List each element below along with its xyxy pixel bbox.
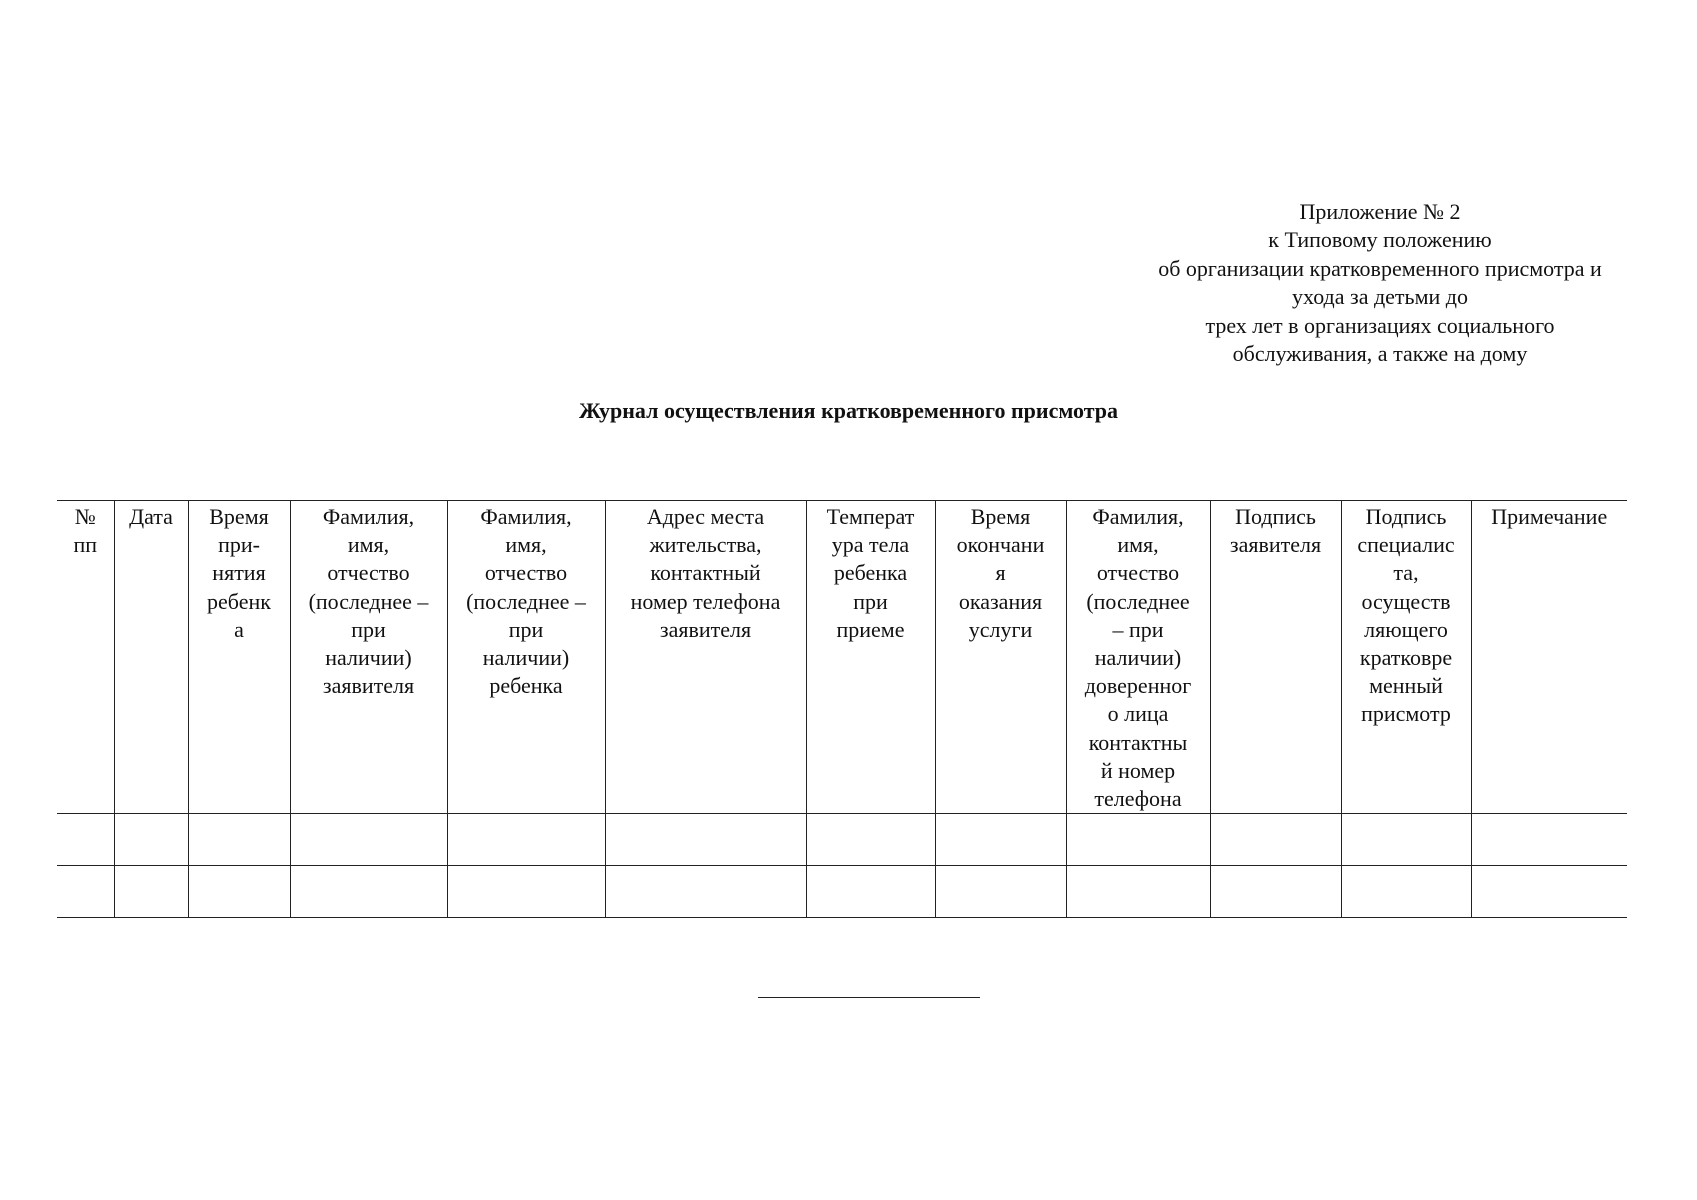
appendix-line-5: трех лет в организациях социального <box>1205 312 1555 338</box>
column-header-text: № пп <box>73 504 98 558</box>
appendix-header <box>1110 198 1650 368</box>
signature-line <box>758 997 980 998</box>
table-cell <box>1471 814 1627 866</box>
column-header <box>114 501 188 814</box>
column-header <box>935 501 1066 814</box>
document-title: Журнал осуществления кратковременного присмотра <box>578 398 1119 423</box>
column-header-text: Адрес места жительства, контактный номер телефона заявителя <box>630 504 781 642</box>
column-header-text: Температ ура тела ребенка при приеме <box>826 504 915 642</box>
column-header <box>1066 501 1210 814</box>
column-header-text: Фамилия, имя, отчество (последнее – при наличии) ребенка <box>466 504 586 699</box>
table-cell <box>605 866 806 918</box>
appendix-line-1: Приложение № 2 <box>1299 199 1461 224</box>
table-cell <box>935 814 1066 866</box>
column-header-text: Фамилия, имя, отчество (последнее – при наличии) доверенног о лица контактны й номер телефона <box>1084 504 1192 812</box>
table-cell <box>114 866 188 918</box>
table-cell <box>447 866 605 918</box>
appendix-line-6: обслуживания, а также на дому <box>1232 341 1528 367</box>
column-header <box>447 501 605 814</box>
column-header-text: Подпись заявителя <box>1229 504 1322 558</box>
table-header-row <box>57 501 1627 814</box>
table-cell <box>806 866 935 918</box>
column-header-text: Фамилия, имя, отчество (последнее – при наличии) заявителя <box>308 504 429 699</box>
table-cell <box>1066 866 1210 918</box>
table-cell <box>1341 866 1471 918</box>
column-header <box>188 501 290 814</box>
appendix-line-3: об организации кратковременного присмотра и <box>1158 255 1602 281</box>
column-header-text: Время окончани я оказания услуги <box>956 504 1045 642</box>
table-cell <box>447 814 605 866</box>
table-row <box>57 814 1627 866</box>
table-cell <box>188 866 290 918</box>
table-cell <box>114 814 188 866</box>
table-cell <box>290 866 447 918</box>
table-row <box>57 866 1627 918</box>
table-cell <box>188 814 290 866</box>
table-cell <box>806 814 935 866</box>
journal-table <box>57 500 1627 918</box>
column-header-text: Время при- нятия ребенк а <box>207 504 271 642</box>
table-cell <box>1471 866 1627 918</box>
table-cell <box>1210 814 1341 866</box>
appendix-line-2: к Типовому положению <box>1268 227 1492 253</box>
column-header <box>1341 501 1471 814</box>
column-header-text: Дата <box>129 504 173 529</box>
table-cell <box>1066 814 1210 866</box>
appendix-line-4: ухода за детьми до <box>1292 284 1468 310</box>
column-header <box>806 501 935 814</box>
column-header <box>1210 501 1341 814</box>
table-cell <box>935 866 1066 918</box>
column-header-text: Примечание <box>1491 504 1608 529</box>
column-header-text: Подпись специалис та, осуществ ляющего кратковре менный присмотр <box>1357 504 1455 727</box>
table-cell <box>57 814 114 866</box>
column-header <box>57 501 114 814</box>
column-header <box>605 501 806 814</box>
table-cell <box>605 814 806 866</box>
table-cell <box>57 866 114 918</box>
table-cell <box>290 814 447 866</box>
table-cell <box>1210 866 1341 918</box>
column-header <box>1471 501 1627 814</box>
journal-table-body <box>57 814 1627 918</box>
column-header <box>290 501 447 814</box>
table-cell <box>1341 814 1471 866</box>
